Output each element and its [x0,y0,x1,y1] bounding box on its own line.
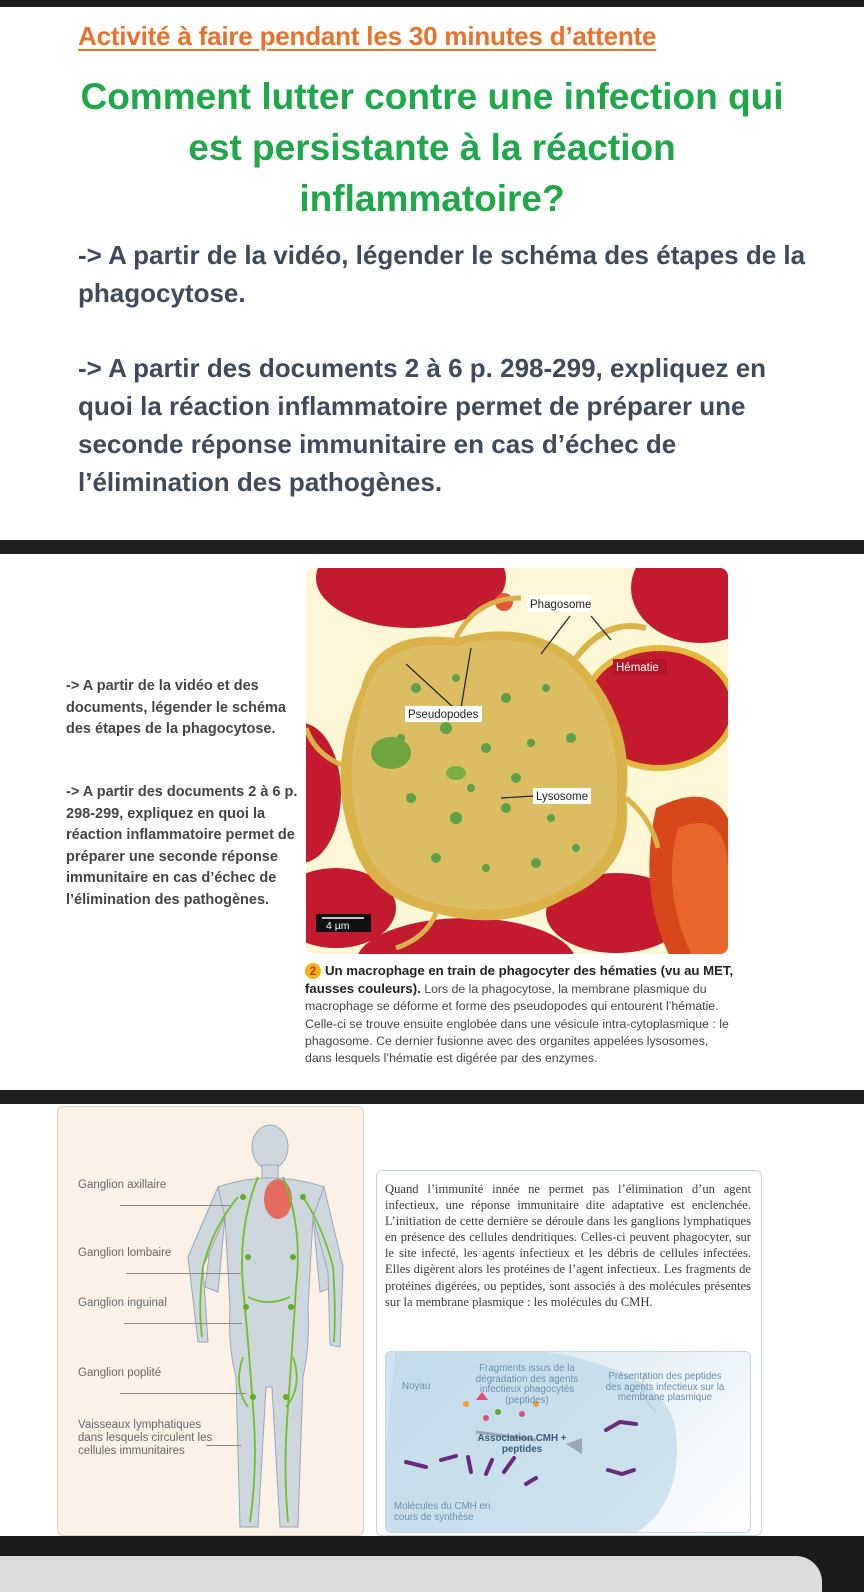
leader-line [120,1205,230,1206]
label-ganglion-lombaire: Ganglion lombaire [78,1247,172,1259]
label-ganglion-inguinal: Ganglion inguinal [78,1297,167,1309]
label-molecules-cmh: Molécules du CMH en cours de synthèse [394,1501,491,1523]
slide-separator-2 [0,1090,864,1104]
label-ganglion-poplite: Ganglion poplité [78,1367,162,1379]
label-phagosome: Phagosome [530,599,592,611]
label-pseudopodes: Pseudopodes [408,709,479,721]
figure-caption [305,962,735,1067]
slide-adaptive-immunity [0,1104,864,1536]
label-association-cmh: Association CMH + peptides [477,1433,567,1455]
label-lysosome: Lysosome [536,791,588,803]
slide-phagocytose [0,554,864,1090]
leader-line [206,1445,241,1446]
caption-title: Un macrophage en train de phagocyter des hématies (vu au MET, fausses couleurs). [305,963,734,997]
label-ganglion-axillaire: Ganglion axillaire [78,1179,167,1191]
label-noyau: Noyau [402,1381,431,1392]
leader-line [124,1323,242,1324]
instruction-video: -> A partir de la vidéo, légender le schéma des étapes de la phagocytose. [78,240,806,308]
macrophage-micrograph [306,568,728,954]
adaptive-immunity-textbox [376,1170,762,1536]
side-instruction-video: -> A partir de la vidéo et des documents, légender le schéma des étapes de la phagocytose. [66,678,286,737]
label-fragments-peptides: Fragments issus de la dégradation des agents infectieux phagocytés (peptides) [475,1363,579,1406]
activity-title: Activité à faire pendant les 30 minutes d’attente [78,21,657,51]
leader-line [126,1273,241,1274]
cmh-presentation-figure [385,1351,751,1533]
instruction-documents: -> A partir des documents 2 à 6 p. 298-299, expliquez en quoi la réaction inflammatoire permet de préparer une seconde réponse immunitaire en cas d’échec de l’élimination des pathogènes. [78,353,767,497]
bottom-input-area[interactable] [0,1556,822,1592]
label-hematie: Hématie [616,662,659,674]
bottom-dark-bar [0,1536,864,1592]
question-headline: Comment lutter contre une infection qui est persistante à la réaction inflammatoire? [80,76,784,219]
label-scale: 4 µm [326,920,350,932]
label-presentation-peptides: Présentation des peptides des agents infectieux sur la membrane plasmique [605,1371,725,1403]
slide-intro [0,7,864,540]
figure-number: 2 [305,963,321,979]
adaptive-immunity-paragraph: Quand l’immunité innée ne permet pas l’élimination d’un agent infectieux, une réponse immunitaire dite adaptative est enclenchée. L’initiation de cette dernière se déroule dans les ganglions lymphatiques en présence des cellules dendritiques. Celles-ci peuvent phagocyter, sur le site infecté, les agents infectieux et les débris de cellules infectées. Elles digèrent alors les protéines de l’agent infectieux. Les fragments de protéines digérées, ou peptides, sont associés à des molécules présentes sur la membrane plasmique : les molécules du CMH. [385,1182,751,1309]
lymphatic-system-figure [57,1106,364,1536]
side-instruction-documents: -> A partir des documents 2 à 6 p. 298-299, expliquez en quoi la réaction inflammatoire permet de préparer une seconde réponse immunitaire en cas d’échec de l’élimination des pathogènes. [66,784,298,908]
top-bar [0,0,864,7]
slide-separator [0,540,864,554]
leader-line [120,1393,246,1394]
caption-text: Lors de la phagocytose, la membrane plasmique du macrophage se déforme et forme des pseudopodes qui entourent l’hématie. Celle-ci se trouve ensuite englobée dans une vésicule intra-cytoplasmique : le phagosome. Ce dernier fusionne avec des organites appelées lysosomes, dans lesquels l’hématie est digérée par des enzymes. [305,982,729,1066]
label-vaisseaux-lymphatiques: Vaisseaux lymphatiques dans lesquels circulent les cellules immunitaires [78,1419,213,1457]
